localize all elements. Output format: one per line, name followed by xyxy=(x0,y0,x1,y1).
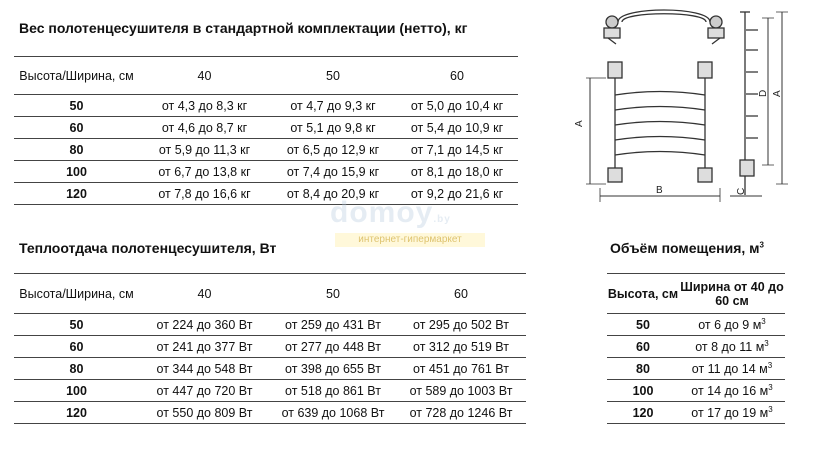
cell-value: от 7,4 до 15,9 кг xyxy=(286,164,380,179)
cell-value: от 7,8 до 16,6 кг xyxy=(158,186,251,201)
heat-table xyxy=(14,273,526,424)
row-height: 100 xyxy=(632,383,654,398)
weight-table xyxy=(14,56,518,205)
cell-value: от 447 до 720 Вт xyxy=(156,383,253,398)
cell-value: от 259 до 431 Вт xyxy=(285,317,381,332)
table-row xyxy=(607,358,785,380)
cell-value xyxy=(679,358,785,380)
cell-value: от 8,1 до 18,0 кг xyxy=(410,164,504,179)
weight-header-width-60: 60 xyxy=(450,68,464,83)
volume-table xyxy=(607,273,785,424)
table-row xyxy=(14,139,518,161)
cell-value: от 224 до 360 Вт xyxy=(156,317,253,332)
table-row xyxy=(14,117,518,139)
volume-header-height: Высота, см xyxy=(607,286,679,301)
volume-table-title xyxy=(610,240,764,256)
cell-value: от 312 до 519 Вт xyxy=(413,339,509,354)
cell-value: от 5,9 до 11,3 кг xyxy=(158,142,251,157)
towel-rail-top-view xyxy=(604,10,724,44)
cell-value: от 639 до 1068 Вт xyxy=(281,405,385,420)
dimension-label-d: D xyxy=(758,89,769,97)
cell-value: от 4,6 до 8,7 кг xyxy=(161,120,248,135)
watermark-text: domoy xyxy=(330,196,434,229)
table-row xyxy=(14,402,526,424)
watermark-subtext: интернет-гипермаркет xyxy=(335,233,485,247)
towel-rail-drawing xyxy=(570,0,814,215)
cell-value: от 295 до 502 Вт xyxy=(413,317,509,332)
weight-header-width-40: 40 xyxy=(197,68,212,83)
cell-value-text: от 11 до 14 м xyxy=(691,362,768,377)
table-row xyxy=(14,95,518,117)
cell-value: от 6,5 до 12,9 кг xyxy=(286,142,380,157)
weight-header-label: Высота/Ширина, см xyxy=(19,68,134,83)
weight-header-width-50: 50 xyxy=(326,68,340,83)
dimension-label-a-front: A xyxy=(574,120,585,127)
cell-value: от 7,1 до 14,5 кг xyxy=(410,142,504,157)
table-row xyxy=(607,314,785,336)
cell-value xyxy=(679,402,785,424)
row-height: 50 xyxy=(69,98,84,113)
cell-value: от 4,3 до 8,3 кг xyxy=(161,98,248,113)
table-row xyxy=(14,358,526,380)
cell-value: от 8,4 до 20,9 кг xyxy=(286,186,380,201)
unit-sup: 3 xyxy=(768,382,773,392)
cell-value: от 5,0 до 10,4 кг xyxy=(410,98,504,113)
dimension-label-b: B xyxy=(656,185,663,196)
row-height: 50 xyxy=(636,317,650,332)
cell-value: от 9,2 до 21,6 кг xyxy=(410,186,504,201)
row-height: 80 xyxy=(69,361,84,376)
volume-header-width: Ширина от 40 до 60 см xyxy=(680,279,784,308)
row-height: 80 xyxy=(69,142,84,157)
heat-table-title: Теплоотдача полотенцесушителя, Вт xyxy=(19,240,277,256)
watermark-logo xyxy=(330,196,451,230)
unit-sup: 3 xyxy=(761,316,766,326)
row-height: 80 xyxy=(636,361,650,376)
cell-value xyxy=(679,380,785,402)
row-height: 100 xyxy=(66,164,87,179)
dimension-label-c: C xyxy=(736,187,747,195)
heat-header-width-50: 50 xyxy=(326,286,340,301)
cell-value: от 589 до 1003 Вт xyxy=(409,383,513,398)
cell-value: от 451 до 761 Вт xyxy=(413,361,509,376)
cell-value xyxy=(679,314,785,336)
row-height: 60 xyxy=(69,339,84,354)
cell-value: от 6,7 до 13,8 кг xyxy=(158,164,251,179)
volume-title-text: Объём помещения, м xyxy=(610,240,760,256)
heat-header-width-60: 60 xyxy=(454,286,468,301)
unit-sup: 3 xyxy=(768,404,773,414)
heat-header-width-40: 40 xyxy=(197,286,212,301)
cell-value: от 344 до 548 Вт xyxy=(156,361,253,376)
cell-value: от 5,1 до 9,8 кг xyxy=(290,120,376,135)
cell-value: от 398 до 655 Вт xyxy=(285,361,381,376)
weight-table-title: Вес полотенцесушителя в стандартной комплектации (нетто), кг xyxy=(19,20,468,36)
towel-rail-side-view xyxy=(730,12,788,196)
row-height: 100 xyxy=(66,383,87,398)
heat-header-label: Высота/Ширина, см xyxy=(19,286,134,301)
table-row xyxy=(607,336,785,358)
cell-value: от 728 до 1246 Вт xyxy=(409,405,513,420)
row-height: 50 xyxy=(69,317,84,332)
table-row xyxy=(607,402,785,424)
cell-value: от 4,7 до 9,3 кг xyxy=(290,98,376,113)
row-height: 120 xyxy=(632,405,654,420)
watermark-suffix: .by xyxy=(433,214,451,225)
cell-value: от 550 до 809 Вт xyxy=(156,405,253,420)
row-height: 60 xyxy=(69,120,84,135)
table-row xyxy=(14,314,526,336)
unit-sup: 3 xyxy=(764,338,769,348)
weight-table-header xyxy=(14,57,518,95)
table-row xyxy=(14,380,526,402)
cell-value: от 241 до 377 Вт xyxy=(156,339,253,354)
towel-rail-front-view xyxy=(586,62,720,202)
row-height: 60 xyxy=(636,339,650,354)
cell-value-text: от 8 до 11 м xyxy=(695,340,765,355)
cell-value: от 518 до 861 Вт xyxy=(285,383,381,398)
cell-value-text: от 17 до 19 м xyxy=(691,406,769,421)
cell-value-text: от 6 до 9 м xyxy=(698,318,762,333)
row-height: 120 xyxy=(66,186,87,201)
table-row xyxy=(607,380,785,402)
dimension-label-a-side: A xyxy=(772,90,783,97)
table-row xyxy=(14,336,526,358)
volume-title-sup: 3 xyxy=(759,240,764,250)
cell-value: от 5,4 до 10,9 кг xyxy=(410,120,504,135)
cell-value xyxy=(679,336,785,358)
volume-table-header xyxy=(607,274,785,314)
unit-sup: 3 xyxy=(767,360,773,370)
heat-table-header xyxy=(14,274,526,314)
cell-value-text: от 14 до 16 м xyxy=(691,384,769,399)
row-height: 120 xyxy=(66,405,87,420)
table-row xyxy=(14,161,518,183)
cell-value: от 277 до 448 Вт xyxy=(285,339,381,354)
